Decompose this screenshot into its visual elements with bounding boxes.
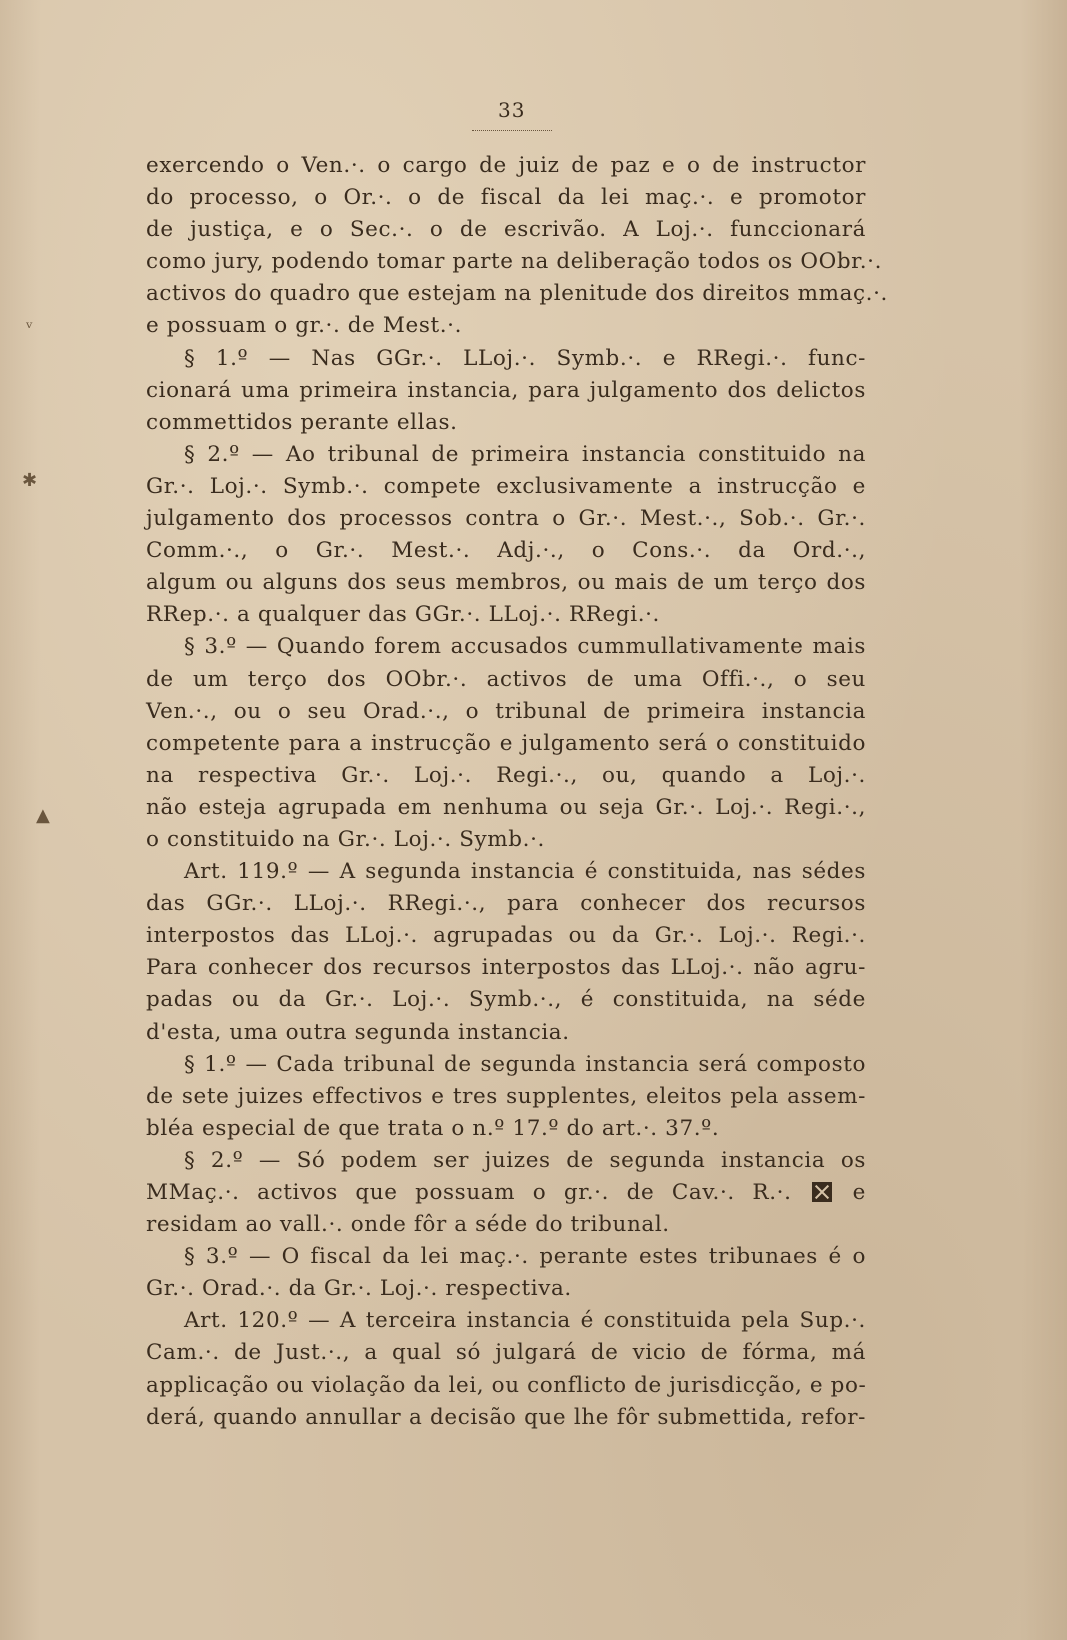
text-line: applicação ou violação da lei, ou conflicto de jurisdicção, e po- (146, 1372, 867, 1398)
text-line: § 2.º — Ao tribunal de primeira instancia constituido na (184, 441, 866, 467)
text-line: o constituido na Gr.·. Loj.·. Symb.·. (146, 826, 545, 852)
text-line: Art. 120.º — A terceira instancia é constituida pela Sup.·. (184, 1308, 866, 1334)
text-line: bléa especial de que trata o n.º 17.º do art.·. 37.º. (146, 1115, 720, 1141)
text-line: RRep.·. a qualquer das GGr.·. LLoj.·. RRegi.·. (146, 602, 660, 628)
text-line: do processo, o Or.·. o de fiscal da lei maç.·. e promotor (146, 185, 866, 211)
templar-cross-icon (812, 1182, 832, 1202)
text-line: residam ao vall.·. onde fôr a séde do tribunal. (146, 1212, 670, 1238)
text-line: activos do quadro que estejam na plenitude dos direitos mmaç.·. (146, 281, 888, 307)
text-line: d'esta, uma outra segunda instancia. (146, 1019, 570, 1045)
text-line: de sete juizes effectivos e tres supplentes, eleitos pela assem- (146, 1083, 866, 1109)
text-line: Para conhecer dos recursos interpostos das LLoj.·. não agru- (146, 955, 866, 981)
text-line: Art. 119.º — A segunda instancia é constituida, nas sédes (184, 859, 866, 885)
text-line: de um terço dos OObr.·. activos de uma Offi.·., o seu (146, 666, 866, 692)
text-line: como jury, podendo tomar parte na deliberação todos os OObr.·. (146, 249, 883, 275)
body-text (146, 150, 888, 1434)
page-number: 33 (498, 98, 526, 122)
text-line: § 1.º — Nas GGr.·. LLoj.·. Symb.·. e RRegi.·. func- (184, 345, 866, 371)
text-line: § 1.º — Cada tribunal de segunda instancia será composto (184, 1051, 866, 1077)
text-line: derá, quando annullar a decisão que lhe fôr submettida, refor- (146, 1404, 866, 1430)
text-line: Gr.·. Orad.·. da Gr.·. Loj.·. respectiva. (146, 1276, 572, 1302)
text-line: Comm.·., o Gr.·. Mest.·. Adj.·., o Cons.·. da Ord.·., (146, 538, 866, 564)
text-line: Ven.·., ou o seu Orad.·., o tribunal de primeira instancia (146, 698, 866, 724)
text-line: julgamento dos processos contra o Gr.·. Mest.·., Sob.·. Gr.·. (146, 506, 866, 532)
text-line: algum ou alguns dos seus membros, ou mais de um terço dos (146, 570, 866, 596)
text-line-with-cross (146, 1177, 866, 1209)
text-line: não esteja agrupada em nenhuma ou seja Gr.·. Loj.·. Regi.·., (146, 794, 866, 820)
text-line: exercendo o Ven.·. o cargo de juiz de paz e o de instructor (146, 153, 866, 178)
text-line: competente para a instrucção e julgamento será o constituido (146, 730, 866, 756)
text-line: § 3.º — Quando forem accusados cummullativamente mais (184, 634, 866, 660)
page-number-rule (472, 130, 552, 131)
margin-mark: ▲ (36, 805, 50, 826)
text-line: § 3.º — O fiscal da lei maç.·. perante estes tribunaes é o (184, 1244, 866, 1270)
text-line: das GGr.·. LLoj.·. RRegi.·., para conhecer dos recursos (146, 891, 866, 917)
text-line: e possuam o gr.·. de Mest.·. (146, 313, 463, 339)
margin-mark: ✱ (22, 470, 38, 491)
text-line: na respectiva Gr.·. Loj.·. Regi.·., ou, quando a Loj.·. (146, 762, 866, 788)
text-line-part: MMaç.·. activos que possuam o gr.·. de Cav.·. R.·. (146, 1180, 792, 1205)
text-line: de justiça, e o Sec.·. o de escrivão. A Loj.·. funccionará (146, 217, 866, 243)
text-line: commettidos perante ellas. (146, 409, 458, 435)
text-line: § 2.º — Só podem ser juizes de segunda instancia os (184, 1147, 866, 1173)
text-line: interpostos das LLoj.·. agrupadas ou da Gr.·. Loj.·. Regi.·. (146, 923, 866, 949)
text-line: padas ou da Gr.·. Loj.·. Symb.·., é constituida, na séde (146, 987, 866, 1013)
margin-mark: ᵛ (26, 318, 33, 339)
text-line-part: e (852, 1180, 866, 1205)
text-line: Cam.·. de Just.·., a qual só julgará de vicio de fórma, má (146, 1340, 866, 1366)
text-line: cionará uma primeira instancia, para julgamento dos delictos (146, 377, 866, 403)
text-line: Gr.·. Loj.·. Symb.·. compete exclusivamente a instrucção e (146, 473, 866, 499)
